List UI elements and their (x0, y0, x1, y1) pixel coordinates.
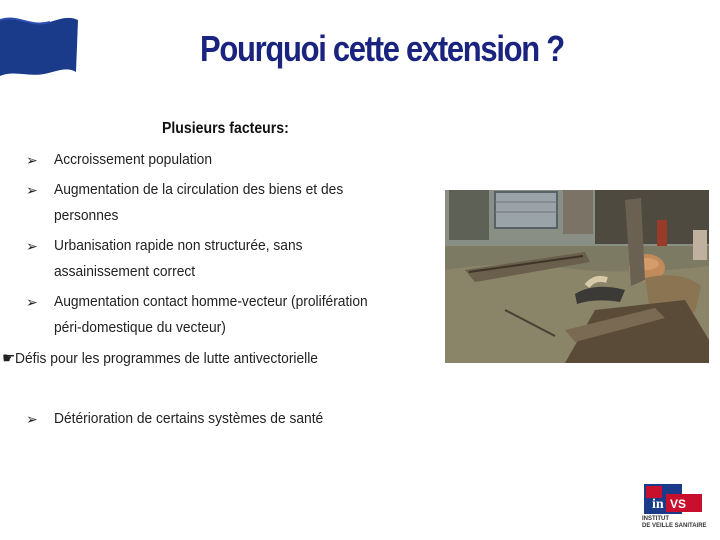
arrow-bullet-icon: ➢ (26, 152, 38, 168)
logo-caption (642, 516, 707, 530)
arrow-bullet-icon: ➢ (26, 182, 38, 198)
logo-caption-line: DE VEILLE SANITAIRE (642, 523, 707, 529)
list-item-text: Augmentation contact homme-vecteur (prolifération péri-domestique du vecteur) (54, 293, 368, 336)
list-item (26, 177, 406, 229)
list-item-text: Détérioration de certains systèmes de santé (54, 410, 324, 427)
section-subtitle: Plusieurs facteurs: (162, 120, 289, 137)
flooded-waterfront-photo (445, 190, 709, 363)
list-item (26, 289, 426, 341)
list-item (26, 233, 366, 285)
arrow-bullet-icon: ➢ (26, 411, 38, 427)
list-item-text: Augmentation de la circulation des biens et des personnes (54, 181, 344, 224)
arrow-bullet-icon: ➢ (26, 238, 38, 254)
list-item (26, 406, 426, 432)
flag-icon (0, 14, 80, 80)
list-item-text: Défis pour les programmes de lutte antivectorielle (15, 350, 319, 367)
svg-text:in: in (652, 497, 664, 512)
svg-text:VS: VS (670, 497, 687, 511)
page-title: Pourquoi cette extension ? (200, 28, 564, 69)
pointing-hand-icon: ☛ (2, 350, 16, 367)
pointer-list-item (2, 346, 345, 372)
list-item (26, 147, 426, 173)
arrow-bullet-icon: ➢ (26, 294, 38, 310)
logo-caption-line: INSTITUT (642, 516, 669, 522)
list-item-text: Accroissement population (54, 151, 213, 168)
list-item-text: Urbanisation rapide non structurée, sans assainissement correct (54, 237, 303, 280)
